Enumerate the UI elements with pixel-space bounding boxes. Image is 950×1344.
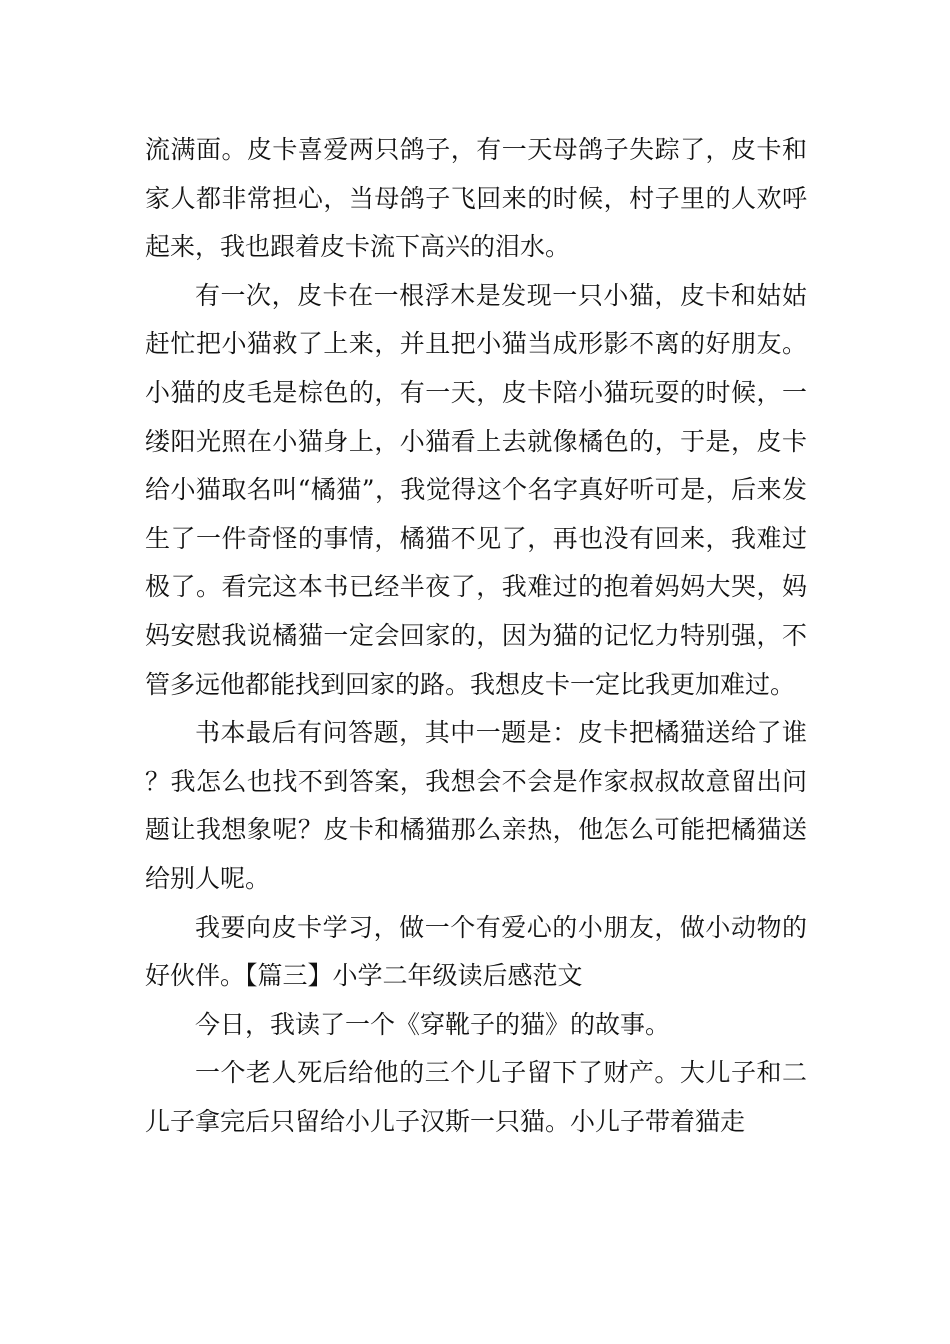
paragraph-3: 书本最后有问答题，其中一题是：皮卡把橘猫送给了谁？我怎么也找不到答案，我想会不会是作家叔叔故意留出问题让我想象呢？皮卡和橘猫那么亲热，他怎么可能把橘猫送给别人呢。	[145, 718, 807, 893]
paragraph-4: 我要向皮卡学习，做一个有爱心的小朋友，做小动物的好伙伴。【篇三】小学二年级读后感范文	[145, 912, 807, 991]
paragraph-5: 今日，我读了一个《穿靴子的猫》的故事。	[195, 1009, 671, 1039]
paragraph-2: 有一次，皮卡在一根浮木是发现一只小猫，皮卡和姑姑赶忙把小猫救了上来，并且把小猫当成形影不离的好朋友。小猫的皮毛是棕色的，有一天，皮卡陪小猫玩耍的时候，一缕阳光照在小猫身上，小猫看上去就像橘色的，于是，皮卡给小猫取名叫“橘猫”，我觉得这个名字真好听可是，后来发生了一件奇怪的事情，橘猫不见了，再也没有回来，我难过极了。看完这本书已经半夜了，我难过的抱着妈妈大哭，妈妈安慰我说橘猫一定会回家的，因为猫的记忆力特别强，不管多远他都能找到回家的路。我想皮卡一定比我更加难过。	[145, 280, 807, 699]
paragraph-6: 一个老人死后给他的三个儿子留下了财产。大儿子和二儿子拿完后只留给小儿子汉斯一只猫。小儿子带着猫走	[145, 1058, 807, 1136]
document-body	[145, 126, 807, 1146]
paragraph-1: 流满面。皮卡喜爱两只鸽子，有一天母鸽子失踪了，皮卡和家人都非常担心，当母鸽子飞回来的时候，村子里的人欢呼起来，我也跟着皮卡流下高兴的泪水。	[145, 135, 807, 262]
